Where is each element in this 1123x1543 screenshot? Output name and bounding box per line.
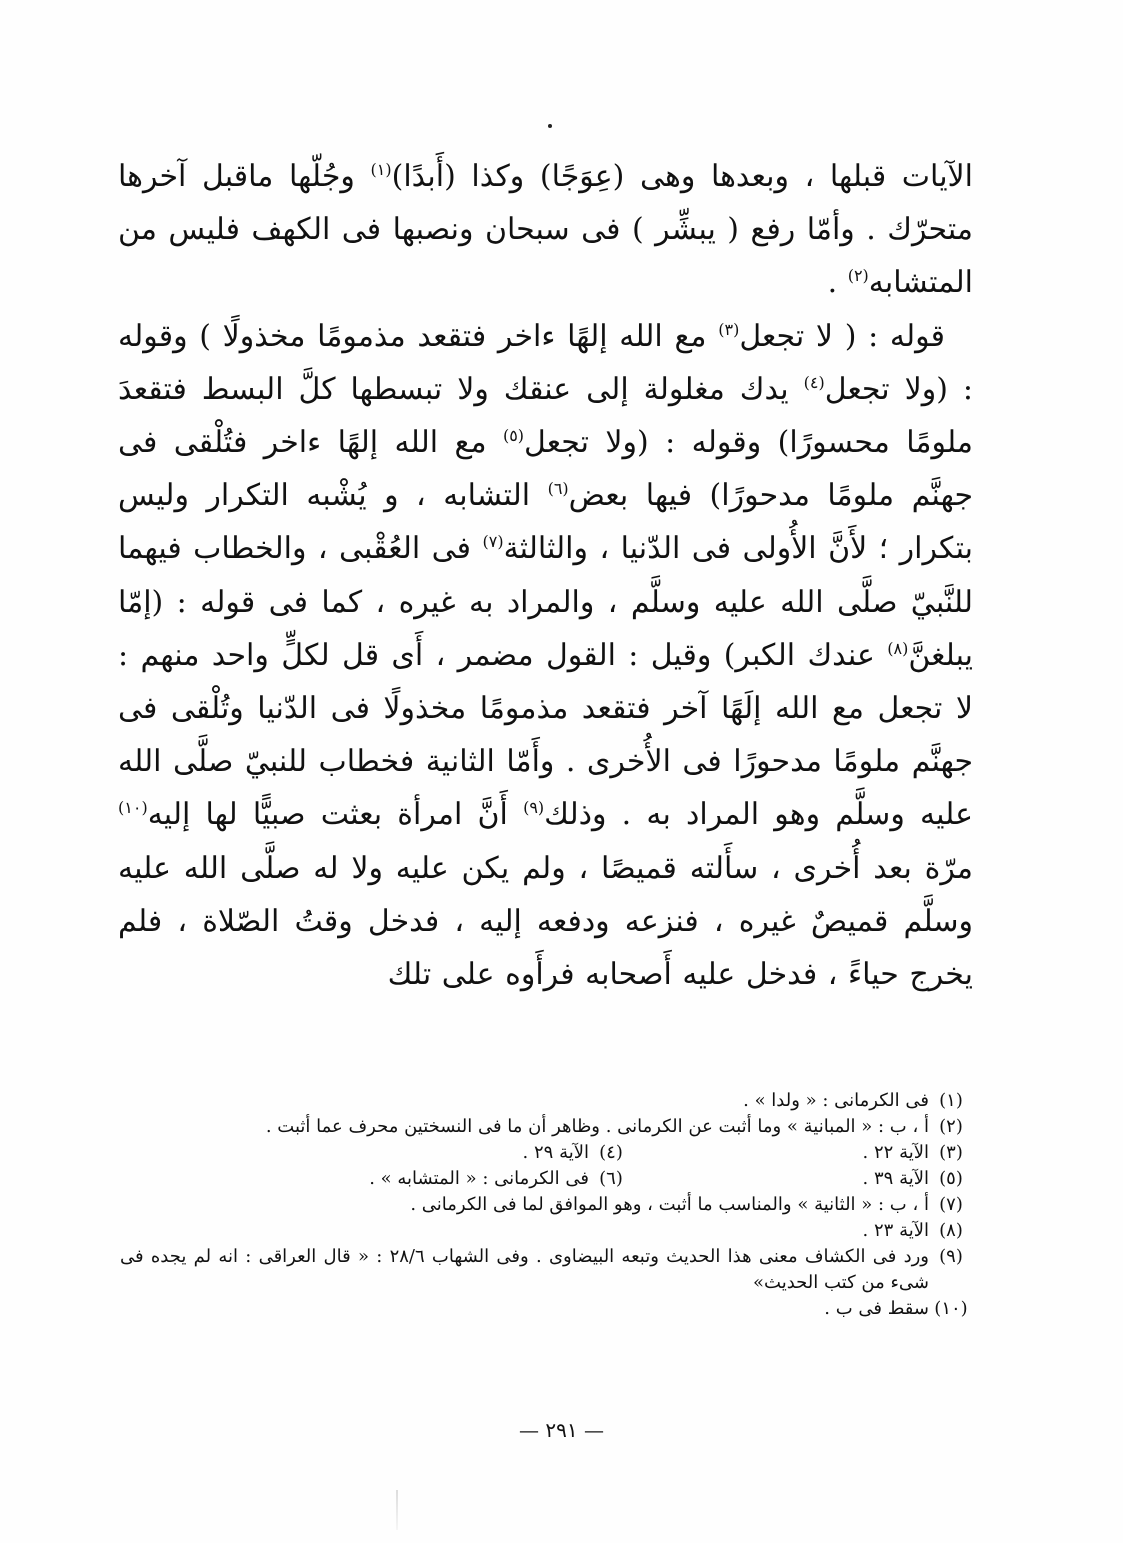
footnote-10 — [120, 1296, 973, 1322]
text-run: وجُلّها ماقبل آخرها متحرّك . وأمّا رفع ( يبشِّر ) فى سبحان ونصبها فى الكهف فليس من المتشابه — [118, 159, 973, 301]
footnote-ref-7: (٧) — [482, 532, 504, 552]
footnote-4 — [293, 1140, 633, 1166]
footnote-text: فى الكرمانى : « المتشابه » . — [369, 1168, 589, 1189]
scan-smudge — [396, 1490, 398, 1530]
footnote-text: سقط فى ب . — [824, 1298, 929, 1319]
text-run: عندك الكبر) وقيل : القول مضمر ، أَى قل لكلٍّ واحد منهم : لا تجعل مع الله إلَهًا آخر فتقعد مذمومًا مخذولًا فى الدّنيا وتُلْقى فى جهنَّم ملومًا مدحورًا فى الأُخرى . وأَمّا الثانية فخطاب للنبيّ صلَّى الله عليه وسلَّم وهو المراد به . وذلك — [118, 637, 973, 833]
footnote-ref-9: (٩) — [523, 798, 545, 818]
paragraph-1 — [118, 150, 973, 310]
text-run: فى العُقْبى ، والخطاب فيهما للنَّبيّ صلَّى الله عليه وسلَّم ، والمراد به غيره ، كما فى قوله : (إمّا يبلغنَّ — [118, 531, 973, 673]
footnote-text: الآية ٢٣ . — [862, 1220, 929, 1241]
footnote-text: فى الكرمانى : « ولدا » . — [743, 1090, 929, 1111]
footnote-text: الآية ٣٩ . — [862, 1168, 929, 1189]
footnote-text: الآية ٢٩ . — [522, 1142, 589, 1163]
footnote-ref-5: (٥) — [502, 426, 525, 446]
footnote-number: (٦) — [599, 1168, 623, 1189]
paragraph-2 — [118, 310, 973, 1002]
footnote-text: ورد فى الكشاف معنى هذا الحديث وتبعه البيضاوى . وفى الشهاب ٢٨/٦ : « قال العراقى : انه لم يجده فى شىء من كتب الحديث» — [120, 1246, 929, 1293]
page-number: — ٢٩١ — — [519, 1418, 604, 1442]
footnote-number: (٢) — [939, 1116, 963, 1137]
footnote-7 — [120, 1192, 973, 1218]
footnote-5 — [633, 1166, 973, 1192]
text-run: مرّة بعد أُخرى ، سأَلته قميصًا ، ولم يكن عليه ولا له صلَّى الله عليه وسلَّم قميصٌ غيره ، فنزعه ودفعه إليه ، فدخل وقتُ الصّلاة ، فلم يخرج حياءً ، فدخل عليه أَصحابه فرأَوه على تلك — [118, 850, 973, 993]
footnote-number: (٣) — [939, 1142, 963, 1163]
footnote-number: (٧) — [939, 1194, 963, 1215]
footnote-number: (٤) — [599, 1142, 623, 1163]
main-text — [118, 150, 973, 1001]
footnote-3 — [633, 1140, 973, 1166]
footnote-text: أ ، ب : « الثانية » والمناسب ما أثبت ، وهو الموافق لما فى الكرمانى . — [410, 1194, 929, 1215]
footnote-ref-8: (٨) — [887, 638, 909, 658]
footnote-ref-3: (٣) — [718, 319, 740, 339]
footnote-ref-6: (٦) — [547, 479, 569, 499]
footnote-8 — [120, 1218, 973, 1244]
text-run: . — [827, 265, 838, 301]
footnote-number: (١٠) — [934, 1298, 968, 1319]
top-dot — [548, 124, 552, 128]
footnote-9 — [120, 1244, 973, 1296]
footnote-row-3-4 — [120, 1140, 973, 1166]
footnote-row-5-6 — [120, 1166, 973, 1192]
footnote-number: (١) — [939, 1090, 963, 1111]
footnote-ref-10: (١٠) — [118, 798, 148, 818]
footnote-number: (٩) — [939, 1246, 963, 1267]
footnote-text: أ ، ب : « المبانية » وما أثبت عن الكرمانى . وظاهر أن ما فى النسختين محرف عما أثبت . — [265, 1116, 929, 1137]
footnote-text: الآية ٢٢ . — [862, 1142, 929, 1163]
text-run: أَنَّ امرأة بعثت صبيًّا لها إليه — [147, 797, 508, 833]
text-run: التشابه ، و يُشْبه التكرار وليس بتكرار ؛ لأَنَّ الأُولى فى الدّنيا ، والثالثة — [118, 478, 973, 567]
footnote-6 — [293, 1166, 633, 1192]
footnote-ref-1: (١) — [370, 160, 392, 179]
footnote-ref-2: (٢) — [847, 266, 869, 286]
footnote-number: (٨) — [939, 1220, 963, 1241]
footnote-ref-4: (٤) — [803, 372, 825, 392]
text-run: يدك مغلولة إلى عنقك ولا تبسطها كلَّ البسط فتقعدَ ملومًا محسورًا) وقوله : (ولا تجعل — [118, 371, 973, 461]
footnote-number: (٥) — [939, 1168, 963, 1189]
footnote-1 — [120, 1088, 973, 1114]
text-run: مع الله إلهًا ءاخر فتقعد مذمومًا مخذولًا ) وقوله : (ولا تجعل — [118, 318, 973, 407]
text-run: الآيات قبلها ، وبعدها وهى (عِوَجًا) وكذا (أَبدًا) — [391, 159, 973, 194]
footnote-2 — [120, 1114, 973, 1140]
footnotes — [120, 1088, 973, 1322]
text-run: مع الله إلهًا ءاخر فتُلْقى فى جهنَّم ملومًا مدحورًا) فيها بعض — [118, 425, 973, 514]
text-run: قوله : ( لا تجعل — [739, 318, 945, 354]
